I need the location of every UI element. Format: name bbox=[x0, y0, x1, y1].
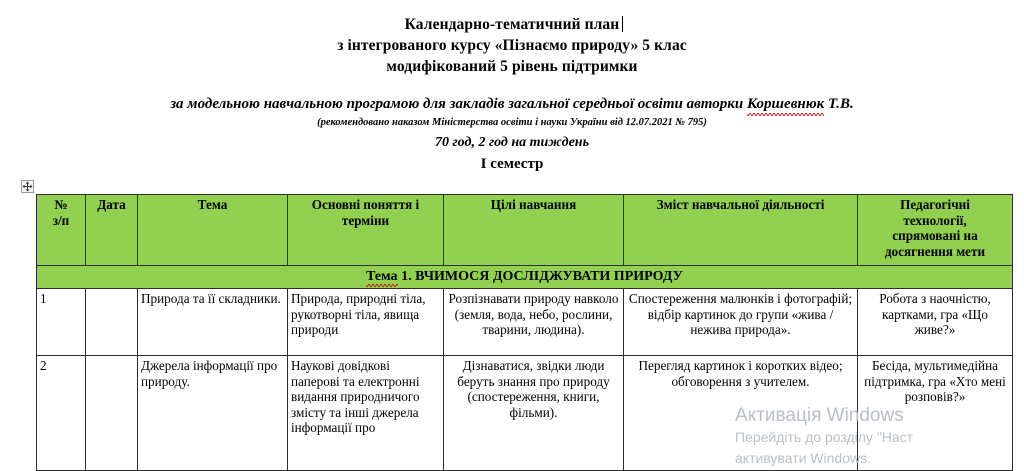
cell-number: 1 bbox=[37, 289, 86, 356]
section-title-text: 1. ВЧИМОСЯ ДОСЛІДЖУВАТИ ПРИРОДУ bbox=[397, 269, 683, 284]
semester-label: I семестр bbox=[480, 156, 544, 172]
section-title-cell bbox=[37, 266, 1013, 289]
watermark-line-2: Перейдіть до розділу "Наст bbox=[735, 429, 914, 445]
column-header-technologies-line1: Педагогічні bbox=[900, 197, 970, 212]
cell-content: Спостереження малюнків і фотографій; відбір картинок до групи «жива / нежива природа». bbox=[624, 289, 858, 356]
cell-number: 2 bbox=[37, 356, 86, 471]
program-author-initials: Т.В. bbox=[824, 96, 854, 112]
column-header-number-line1: № bbox=[54, 197, 68, 212]
column-header-terms-line1: Основні поняття і bbox=[311, 197, 420, 212]
document-heading bbox=[0, 0, 1024, 174]
move-table-icon[interactable] bbox=[21, 180, 34, 193]
section-title-row bbox=[37, 266, 1013, 289]
cell-terms: Природа, природні тіла, рукотворні тіла, явища природи bbox=[288, 289, 444, 356]
cell-theme: Природа та її складники. bbox=[138, 289, 288, 356]
cell-goals: Дізнаватися, звідки люди беруть знання про природу (спостереження, книги, фільми). bbox=[444, 356, 624, 471]
cell-technologies: Бесіда, мультимедійна підтримка, гра «Хто мені розповів?» bbox=[858, 356, 1013, 471]
section-title-spellchecked-word: Тема bbox=[366, 269, 398, 284]
document-title-line-1: Календарно-тематичний план bbox=[404, 16, 620, 33]
column-header-terms bbox=[288, 195, 444, 266]
calendar-plan-table-wrapper bbox=[36, 194, 1012, 471]
cell-terms: Наукові довідкові паперові та електронні видання природничого змісту та інші джерела інформації про bbox=[288, 356, 444, 471]
table-body bbox=[37, 266, 1013, 471]
table-header-row bbox=[37, 195, 1013, 266]
column-header-number bbox=[37, 195, 86, 266]
cell-content: Перегляд картинок і коротких відео; обговорення з учителем. bbox=[624, 356, 858, 471]
column-header-number-line2: з/п bbox=[52, 212, 70, 228]
calendar-plan-table[interactable] bbox=[36, 194, 1013, 471]
column-header-technologies-line3: спрямовані на bbox=[892, 228, 978, 244]
cell-date[interactable] bbox=[86, 356, 138, 471]
column-header-technologies bbox=[858, 195, 1013, 266]
column-header-technologies-line2: технології, bbox=[903, 212, 967, 228]
column-header-date: Дата bbox=[86, 195, 138, 266]
table-header bbox=[37, 195, 1013, 266]
watermark-line-1: Активація Windows bbox=[735, 405, 904, 426]
document-title-line-2: з інтегрованого курсу «Пізнаємо природу» 5 клас bbox=[337, 37, 687, 54]
column-header-theme: Тема bbox=[138, 195, 288, 266]
column-header-goals: Цілі навчання bbox=[444, 195, 624, 266]
watermark-line-3: активувати Windows. bbox=[735, 450, 871, 466]
cell-date[interactable] bbox=[86, 289, 138, 356]
document-title-line-3: модифікований 5 рівень підтримки bbox=[386, 58, 638, 75]
column-header-technologies-line4: досягнення мети bbox=[884, 243, 986, 259]
document-subheading bbox=[0, 94, 1024, 174]
program-source-prefix: за модельною навчальною програмою для закладів загальної середньої освіти авторки bbox=[170, 96, 747, 112]
hours-per-week: 70 год, 2 год на тиждень bbox=[435, 135, 589, 150]
cell-theme: Джерела інформації про природу. bbox=[138, 356, 288, 471]
column-header-terms-line2: терміни bbox=[341, 212, 390, 228]
program-author-name: Коршевнюк bbox=[746, 96, 825, 112]
cell-goals: Розпізнавати природу навколо (земля, вода, небо, рослини, тварини, людина). bbox=[444, 289, 624, 356]
column-header-content: Зміст навчальної діяльності bbox=[624, 195, 858, 266]
table-row[interactable] bbox=[37, 289, 1013, 356]
ministry-order-note: (рекомендовано наказом Міністерства освіти і науки України від 12.07.2021 № 795) bbox=[317, 117, 707, 128]
program-source-line bbox=[0, 94, 1024, 114]
cell-technologies: Робота з наочністю, картками, гра «Що живе?» bbox=[858, 289, 1013, 356]
table-row[interactable] bbox=[37, 356, 1013, 471]
